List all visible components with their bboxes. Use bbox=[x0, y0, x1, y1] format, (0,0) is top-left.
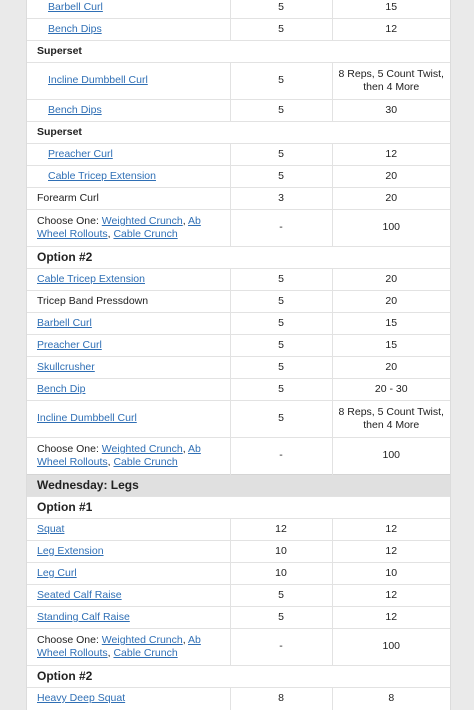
exercise-cell bbox=[27, 144, 230, 166]
option-title: Option #2 bbox=[27, 666, 450, 688]
table-row bbox=[27, 607, 450, 629]
table-row bbox=[27, 291, 450, 313]
exercise-link[interactable]: Weighted Crunch bbox=[101, 442, 183, 455]
exercise-link[interactable]: Ab Wheel Rollouts bbox=[37, 633, 201, 659]
exercise-link[interactable]: Incline Dumbbell Curl bbox=[48, 74, 148, 87]
reps-cell: 30 bbox=[332, 100, 450, 122]
exercise-link[interactable]: Ab Wheel Rollouts bbox=[37, 214, 201, 240]
exercise-cell bbox=[27, 607, 230, 629]
reps-cell: 20 bbox=[332, 166, 450, 188]
exercise-cell bbox=[27, 63, 230, 100]
exercise-link[interactable]: Preacher Curl bbox=[48, 147, 113, 160]
exercise-link[interactable]: Leg Curl bbox=[37, 566, 77, 579]
sets-cell: - bbox=[230, 629, 332, 666]
table-row bbox=[27, 688, 450, 710]
table-row bbox=[27, 188, 450, 210]
exercise-link[interactable]: Weighted Crunch bbox=[101, 633, 183, 646]
table-row bbox=[27, 63, 450, 100]
sets-cell: 5 bbox=[230, 269, 332, 291]
sets-cell: 12 bbox=[230, 519, 332, 541]
superset-label: Superset bbox=[27, 41, 450, 63]
sets-cell: 5 bbox=[230, 357, 332, 379]
sets-cell: 5 bbox=[230, 401, 332, 438]
choose-one-label: Choose One: bbox=[37, 214, 102, 227]
table-row bbox=[27, 357, 450, 379]
superset-header-row bbox=[27, 41, 450, 63]
exercise-link[interactable]: Standing Calf Raise bbox=[37, 610, 130, 623]
reps-cell: 15 bbox=[332, 313, 450, 335]
table-row bbox=[27, 144, 450, 166]
superset-header-row bbox=[27, 122, 450, 144]
table-row bbox=[27, 438, 450, 475]
exercise-cell bbox=[27, 269, 230, 291]
exercise-cell bbox=[27, 166, 230, 188]
sets-cell: 10 bbox=[230, 563, 332, 585]
reps-cell: 20 bbox=[332, 291, 450, 313]
reps-cell: 100 bbox=[332, 629, 450, 666]
exercise-link[interactable]: Preacher Curl bbox=[37, 338, 102, 351]
exercise-link[interactable]: Bench Dips bbox=[48, 22, 102, 35]
reps-cell: 12 bbox=[332, 541, 450, 563]
reps-cell: 100 bbox=[332, 438, 450, 475]
table-row bbox=[27, 269, 450, 291]
sets-cell: 5 bbox=[230, 335, 332, 357]
exercise-cell bbox=[27, 335, 230, 357]
exercise-link[interactable]: Bench Dips bbox=[48, 103, 102, 116]
sets-cell: - bbox=[230, 438, 332, 475]
table-row bbox=[27, 210, 450, 247]
reps-cell: 100 bbox=[332, 210, 450, 247]
exercise-cell: Choose One: Weighted Crunch, Ab Wheel Rollouts, Cable Crunch bbox=[27, 629, 230, 666]
exercise-link[interactable]: Skullcrusher bbox=[37, 360, 95, 373]
exercise-cell bbox=[27, 19, 230, 41]
exercise-cell bbox=[27, 357, 230, 379]
exercise-cell bbox=[27, 313, 230, 335]
reps-cell: 15 bbox=[332, 0, 450, 19]
exercise-cell bbox=[27, 688, 230, 710]
sets-cell: 5 bbox=[230, 0, 332, 19]
option-header-row bbox=[27, 247, 450, 269]
sets-cell: 5 bbox=[230, 144, 332, 166]
reps-cell: 15 bbox=[332, 335, 450, 357]
exercise-cell bbox=[27, 401, 230, 438]
exercise-cell bbox=[27, 563, 230, 585]
exercise-link[interactable]: Cable Crunch bbox=[113, 647, 178, 659]
table-row bbox=[27, 563, 450, 585]
exercise-link[interactable]: Bench Dip bbox=[37, 382, 86, 395]
reps-cell: 12 bbox=[332, 585, 450, 607]
reps-cell: 8 Reps, 5 Count Twist, then 4 More bbox=[332, 401, 450, 438]
sets-cell: 5 bbox=[230, 379, 332, 401]
sets-cell: 5 bbox=[230, 100, 332, 122]
table-row bbox=[27, 313, 450, 335]
sets-cell: 10 bbox=[230, 541, 332, 563]
sets-cell: 5 bbox=[230, 313, 332, 335]
option-header-row bbox=[27, 497, 450, 519]
reps-cell: 10 bbox=[332, 563, 450, 585]
sets-cell: 3 bbox=[230, 188, 332, 210]
sets-cell: 5 bbox=[230, 63, 332, 100]
superset-label: Superset bbox=[27, 122, 450, 144]
reps-cell: 20 - 30 bbox=[332, 379, 450, 401]
workout-table-container bbox=[26, 0, 451, 710]
choose-one-label: Choose One: bbox=[37, 633, 102, 646]
table-row bbox=[27, 401, 450, 438]
workout-table-body bbox=[27, 0, 450, 710]
exercise-cell bbox=[27, 291, 230, 313]
exercise-link[interactable]: Weighted Crunch bbox=[101, 214, 183, 227]
table-row bbox=[27, 541, 450, 563]
exercise-cell bbox=[27, 100, 230, 122]
exercise-cell bbox=[27, 188, 230, 210]
table-row bbox=[27, 0, 450, 19]
reps-cell: 12 bbox=[332, 144, 450, 166]
exercise-cell bbox=[27, 0, 230, 19]
table-row bbox=[27, 335, 450, 357]
choose-one-label: Choose One: bbox=[37, 442, 102, 455]
exercise-cell: Choose One: Weighted Crunch, Ab Wheel Rollouts, Cable Crunch bbox=[27, 210, 230, 247]
reps-cell: 20 bbox=[332, 357, 450, 379]
sets-cell: 5 bbox=[230, 19, 332, 41]
option-title: Option #2 bbox=[27, 247, 450, 269]
exercise-cell: Choose One: Weighted Crunch, Ab Wheel Rollouts, Cable Crunch bbox=[27, 438, 230, 475]
reps-cell: 8 bbox=[332, 688, 450, 710]
sets-cell: - bbox=[230, 210, 332, 247]
exercise-link[interactable]: Ab Wheel Rollouts bbox=[37, 442, 201, 468]
exercise-link[interactable]: Squat bbox=[37, 522, 65, 535]
exercise-link[interactable]: Barbell Curl bbox=[48, 0, 103, 13]
exercise-link[interactable]: Heavy Deep Squat bbox=[37, 692, 126, 704]
table-row bbox=[27, 379, 450, 401]
exercise-link[interactable]: Leg Extension bbox=[37, 544, 104, 557]
exercise-link[interactable]: Barbell Curl bbox=[37, 316, 92, 329]
table-row bbox=[27, 19, 450, 41]
reps-cell: 12 bbox=[332, 607, 450, 629]
sets-cell: 5 bbox=[230, 607, 332, 629]
sets-cell: 5 bbox=[230, 166, 332, 188]
sets-cell: 5 bbox=[230, 291, 332, 313]
table-row bbox=[27, 100, 450, 122]
table-row bbox=[27, 629, 450, 666]
exercise-cell bbox=[27, 379, 230, 401]
reps-cell: 8 Reps, 5 Count Twist, then 4 More bbox=[332, 63, 450, 100]
exercise-cell bbox=[27, 541, 230, 563]
workout-table bbox=[27, 0, 450, 710]
sets-cell: 8 bbox=[230, 688, 332, 710]
day-header-row bbox=[27, 475, 450, 497]
reps-cell: 12 bbox=[332, 19, 450, 41]
exercise-link[interactable]: Seated Calf Raise bbox=[37, 588, 122, 601]
option-header-row bbox=[27, 666, 450, 688]
exercise-name: Tricep Band Pressdown bbox=[37, 294, 149, 307]
option-title: Option #1 bbox=[27, 497, 450, 519]
exercise-link[interactable]: Cable Crunch bbox=[113, 456, 178, 468]
exercise-link[interactable]: Incline Dumbbell Curl bbox=[37, 412, 137, 425]
exercise-cell bbox=[27, 585, 230, 607]
table-row bbox=[27, 166, 450, 188]
sets-cell: 5 bbox=[230, 585, 332, 607]
day-title: Wednesday: Legs bbox=[27, 475, 450, 497]
reps-cell: 12 bbox=[332, 519, 450, 541]
table-row bbox=[27, 585, 450, 607]
exercise-link[interactable]: Cable Tricep Extension bbox=[37, 272, 145, 285]
exercise-link[interactable]: Cable Tricep Extension bbox=[48, 169, 156, 182]
exercise-cell bbox=[27, 519, 230, 541]
exercise-name: Forearm Curl bbox=[37, 191, 99, 204]
table-row bbox=[27, 519, 450, 541]
exercise-link[interactable]: Cable Crunch bbox=[113, 228, 178, 240]
reps-cell: 20 bbox=[332, 188, 450, 210]
reps-cell: 20 bbox=[332, 269, 450, 291]
